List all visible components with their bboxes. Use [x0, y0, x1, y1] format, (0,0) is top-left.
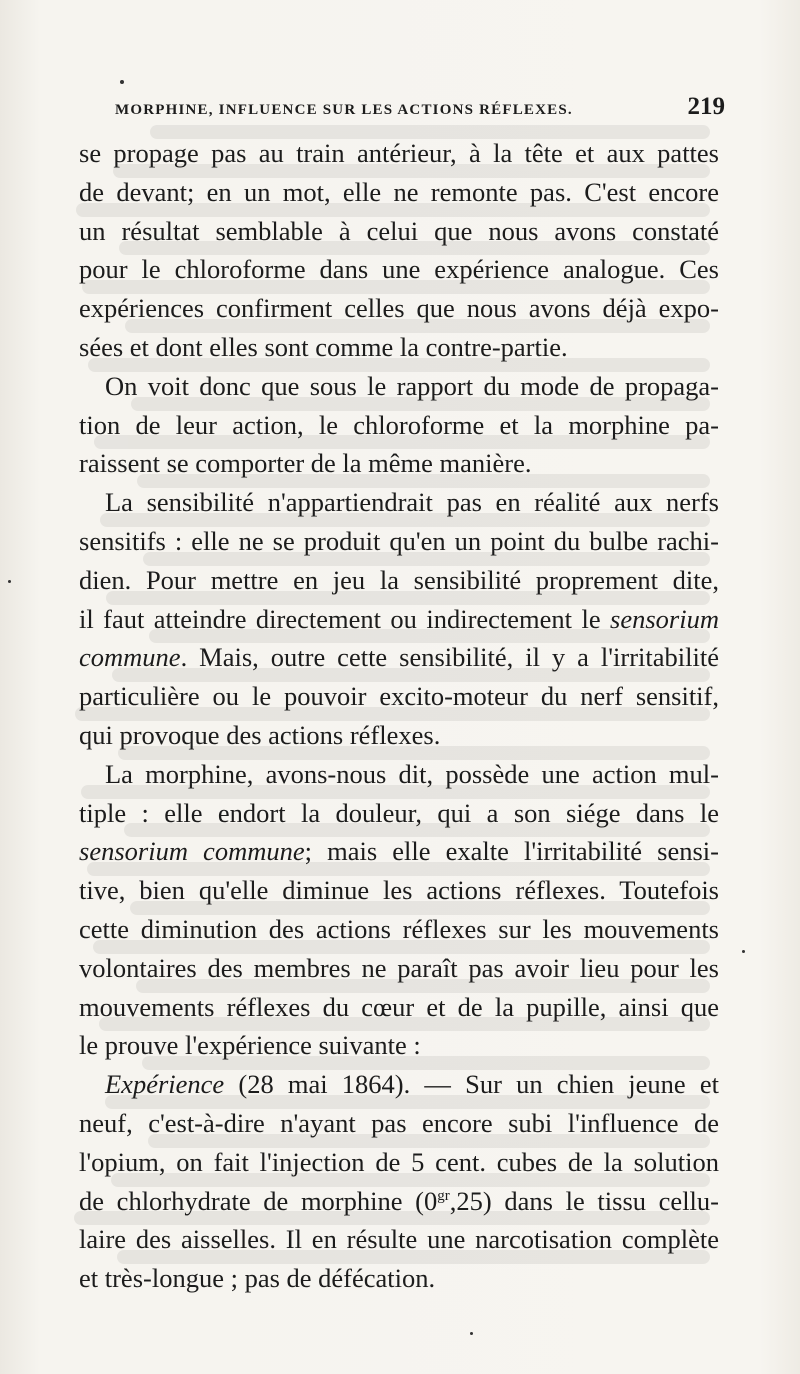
text-line: [79, 832, 719, 871]
text-line: [79, 289, 719, 328]
line-text: l'opium, on fait l'injection de 5 cent. cubes de la solution: [79, 1146, 719, 1177]
text-line: [79, 406, 719, 445]
text-line: [79, 716, 719, 755]
line-text: dien. Pour mettre en jeu la sensibilité proprement dite,: [79, 564, 719, 595]
text-line: [79, 1182, 719, 1221]
line-text: et très-longue ; pas de défécation.: [79, 1263, 436, 1294]
line-text: particulière ou le pouvoir excito-moteur du nerf sensitif,: [79, 681, 719, 712]
text-line: [79, 250, 719, 289]
text-line: [79, 1104, 719, 1143]
italic-text: sensorium commune: [79, 836, 305, 867]
superscript-text: gr: [437, 1187, 450, 1204]
line-text: . Mais, outre cette sensibilité, il y a l'irritabilité: [180, 642, 719, 673]
line-text: sées et dont elles sont comme la contre-partie.: [79, 331, 568, 362]
ink-speck: [742, 950, 745, 953]
text-line: [79, 1026, 719, 1065]
line-text: le prouve l'expérience suivante :: [79, 1030, 421, 1061]
text-line: [79, 328, 719, 367]
line-text: un résultat semblable à celui que nous avons constaté: [79, 215, 719, 246]
line-text: ,25) dans le tissu cellu-: [449, 1185, 719, 1216]
text-line: [79, 483, 719, 522]
italic-text: Expérience: [105, 1069, 225, 1100]
text-line: [79, 600, 719, 639]
text-line: [79, 1220, 719, 1259]
text-line: [79, 1143, 719, 1182]
line-text: (28 mai 1864). — Sur un chien jeune et: [224, 1069, 719, 1100]
text-line: [79, 212, 719, 251]
text-line: [79, 561, 719, 600]
text-line: [79, 910, 719, 949]
line-text: ; mais elle exalte l'irritabilité sensi-: [304, 836, 719, 867]
text-line: [79, 173, 719, 212]
text-line: [79, 988, 719, 1027]
ink-speck: [8, 580, 11, 583]
text-line: [79, 949, 719, 988]
text-line: [79, 755, 719, 794]
line-text: On voit donc que sous le rapport du mode de propaga-: [105, 370, 719, 401]
line-text: de devant; en un mot, elle ne remonte pas. C'est encore: [79, 176, 719, 207]
page-number: 219: [687, 93, 725, 120]
line-text: neuf, c'est-à-dire n'ayant pas encore subi l'influence de: [79, 1107, 719, 1138]
text-line: [79, 871, 719, 910]
line-text: volontaires des membres ne paraît pas avoir lieu pour les: [79, 952, 719, 983]
ink-speck: [470, 1332, 473, 1335]
text-line: [79, 367, 719, 406]
line-text: se propage pas au train antérieur, à la tête et aux pattes: [79, 138, 719, 168]
line-text: tiple : elle endort la douleur, qui a son siége dans le: [79, 797, 719, 828]
line-text: raissent se comporter de la même manière.: [79, 448, 532, 479]
line-text: La sensibilité n'appartiendrait pas en réalité aux nerfs: [105, 487, 719, 518]
text-line: [79, 794, 719, 833]
text-line: [79, 1259, 719, 1298]
text-line: [79, 522, 719, 561]
page-header: [115, 93, 725, 123]
line-text: expériences confirment celles que nous avons déjà expo-: [79, 293, 719, 324]
line-text: pour le chloroforme dans une expérience analogue. Ces: [79, 254, 719, 285]
line-text: de chlorhydrate de morphine (0: [79, 1185, 438, 1216]
running-title: MORPHINE, INFLUENCE SUR LES ACTIONS RÉFLEXES.: [115, 102, 573, 118]
text-line: [79, 134, 719, 173]
line-text: mouvements réflexes du cœur et de la pupille, ainsi que: [79, 991, 719, 1022]
italic-text: commune: [79, 642, 181, 673]
ink-speck: [120, 80, 124, 84]
text-body: [79, 134, 719, 1298]
text-line: [79, 638, 719, 677]
line-text: qui provoque des actions réflexes.: [79, 719, 441, 750]
line-text: il faut atteindre directement ou indirectement le: [79, 603, 611, 634]
line-text: sensitifs : elle ne se produit qu'en un point du bulbe rachi-: [79, 525, 719, 556]
text-line: [79, 444, 719, 483]
text-line: [79, 1065, 719, 1104]
line-text: tive, bien qu'elle diminue les actions réflexes. Toutefois: [79, 875, 719, 906]
text-line: [79, 677, 719, 716]
italic-text: sensorium: [610, 603, 719, 634]
line-text: cette diminution des actions réflexes sur les mouvements: [79, 913, 719, 944]
line-text: laire des aisselles. Il en résulte une narcotisation complète: [79, 1224, 719, 1255]
line-text: La morphine, avons-nous dit, possède une action mul-: [105, 758, 719, 789]
line-text: tion de leur action, le chloroforme et la morphine pa-: [79, 409, 719, 440]
